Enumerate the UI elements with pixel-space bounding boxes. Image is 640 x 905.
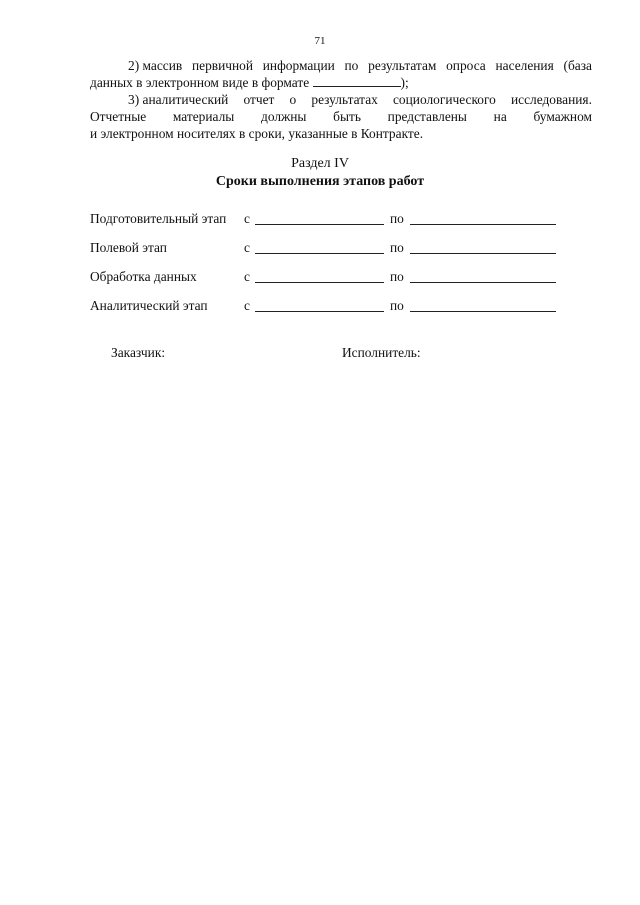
word: информации <box>262 58 335 73</box>
format-blank-line <box>313 74 401 87</box>
stage-name: Обработка данных <box>90 269 197 284</box>
end-date-field[interactable] <box>410 311 556 312</box>
word: быть <box>333 109 361 124</box>
page-number: 71 <box>314 35 326 47</box>
paragraph-line: и электронном носителях в сроки, указанные в Контракте. <box>90 126 424 141</box>
start-date-field[interactable] <box>255 253 384 254</box>
word: бумажном <box>533 109 592 124</box>
paragraph-line <box>90 91 592 108</box>
word: (база <box>563 58 592 73</box>
word: Отчетные <box>90 109 147 124</box>
word: материалы <box>172 109 235 124</box>
paragraph-text: данных в электронном виде в формате <box>90 75 310 90</box>
word: социологического <box>392 92 496 107</box>
paragraph-line <box>90 57 592 74</box>
end-date-field[interactable] <box>410 282 556 283</box>
paragraph-item-3 <box>90 91 592 142</box>
section-number: Раздел IV <box>291 156 349 171</box>
word: должны <box>261 109 307 124</box>
to-label: по <box>390 211 404 226</box>
from-label: с <box>244 211 250 226</box>
start-date-field[interactable] <box>255 311 384 312</box>
word: представлены <box>387 109 467 124</box>
word: исследования. <box>510 92 592 107</box>
stage-name: Подготовительный этап <box>90 211 227 226</box>
from-label: с <box>244 240 250 255</box>
word: результатах <box>311 92 378 107</box>
end-date-field[interactable] <box>410 224 556 225</box>
from-label: с <box>244 298 250 313</box>
from-label: с <box>244 269 250 284</box>
word: опроса <box>446 58 486 73</box>
start-date-field[interactable] <box>255 224 384 225</box>
word: населения <box>495 58 554 73</box>
word: 2) массив <box>128 58 183 73</box>
word: на <box>493 109 507 124</box>
to-label: по <box>390 298 404 313</box>
paragraph-item-2 <box>90 57 592 91</box>
paragraph-text: ); <box>400 75 409 90</box>
end-date-field[interactable] <box>410 253 556 254</box>
word: первичной <box>191 58 254 73</box>
to-label: по <box>390 240 404 255</box>
stage-name: Полевой этап <box>90 240 167 255</box>
stage-name: Аналитический этап <box>90 298 208 313</box>
word: по <box>344 58 359 73</box>
word: результатам <box>368 58 437 73</box>
paragraph-line <box>90 108 592 125</box>
word: отчет <box>243 92 275 107</box>
contractor-signature-label: Исполнитель: <box>342 345 421 360</box>
start-date-field[interactable] <box>255 282 384 283</box>
customer-signature-label: Заказчик: <box>111 345 166 360</box>
word: о <box>289 92 297 107</box>
to-label: по <box>390 269 404 284</box>
section-title: Сроки выполнения этапов работ <box>215 174 425 189</box>
paragraph-line <box>90 74 592 91</box>
word: 3) аналитический <box>128 92 229 107</box>
